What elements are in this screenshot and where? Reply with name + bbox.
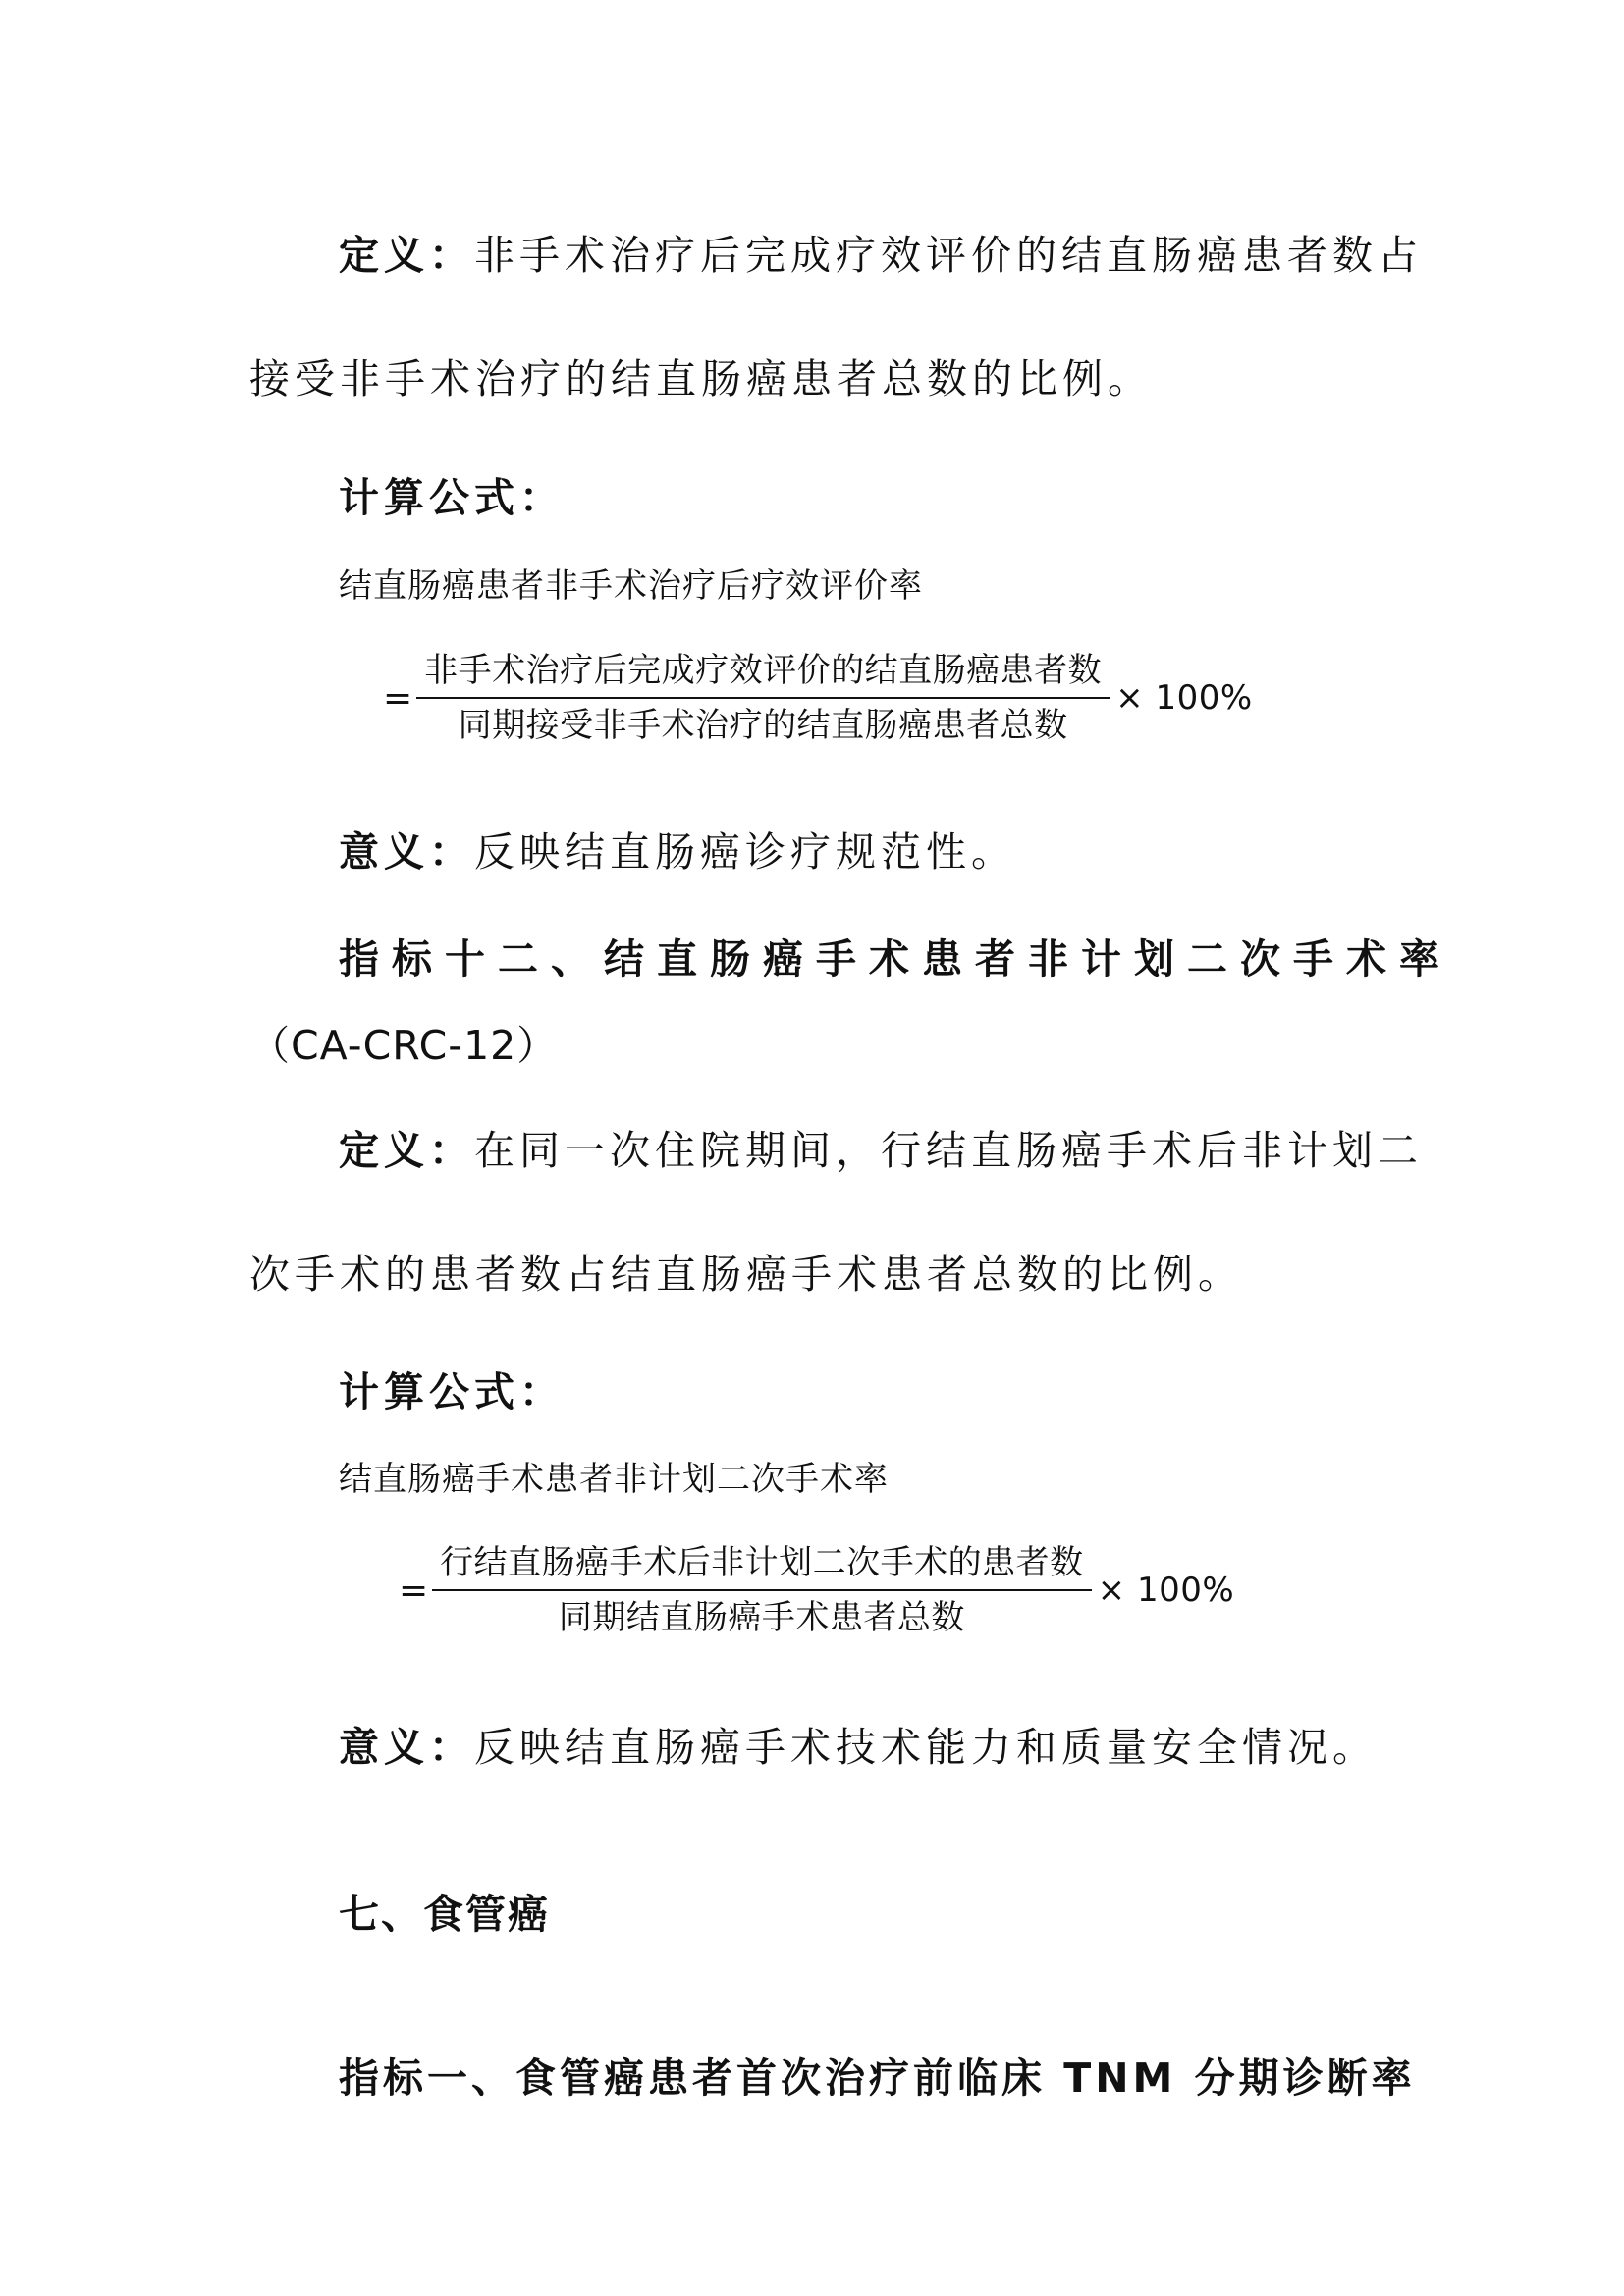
formula-label-2: 计算公式：	[339, 1368, 565, 1415]
fraction	[432, 1543, 1092, 1637]
definition-paragraph-1	[339, 232, 1423, 279]
indicator-heading-12: 指标十二、结直肠癌手术患者非计划二次手术率	[339, 935, 1452, 983]
meaning-label: 意义：	[339, 1724, 474, 1771]
meaning-text: 反映结直肠癌手术技术能力和质量安全情况。	[474, 1724, 1378, 1771]
formula-label-1: 计算公式：	[339, 474, 565, 521]
equals-sign: =	[399, 1570, 429, 1611]
formula-2	[399, 1543, 1235, 1637]
fraction	[416, 651, 1110, 745]
meaning-paragraph-1	[339, 828, 1016, 876]
numerator: 非手术治疗后完成疗效评价的结直肠癌患者数	[424, 651, 1103, 690]
meaning-text: 反映结直肠癌诊疗规范性。	[474, 828, 1016, 876]
indicator-code: （CA-CRC-12）	[249, 1022, 559, 1069]
multiplier: × 100%	[1115, 678, 1253, 718]
definition-label: 定义：	[339, 232, 474, 279]
meaning-label: 意义：	[339, 828, 474, 876]
formula-1	[383, 651, 1253, 745]
definition-text-cont: 接受非手术治疗的结直肠癌患者总数的比例。	[249, 355, 1153, 402]
definition-text-cont: 次手术的患者数占结直肠癌手术患者总数的比例。	[249, 1251, 1243, 1298]
formula-title-2: 结直肠癌手术患者非计划二次手术率	[339, 1460, 889, 1499]
definition-paragraph-2-cont	[249, 1251, 1243, 1298]
section-heading: 七、食管癌	[339, 1891, 550, 1938]
indicator-heading-1: 指标一、食管癌患者首次治疗前临床 TNM 分期诊断率	[339, 2055, 1416, 2102]
fraction-bar	[432, 1589, 1092, 1591]
definition-text: 在同一次住院期间，行结直肠癌手术后非计划二	[474, 1127, 1423, 1174]
definition-paragraph-1-cont	[249, 355, 1153, 402]
definition-text: 非手术治疗后完成疗效评价的结直肠癌患者数占	[474, 232, 1423, 279]
definition-label: 定义：	[339, 1127, 474, 1174]
formula-title-1: 结直肠癌患者非手术治疗后疗效评价率	[339, 566, 923, 606]
fraction-bar	[416, 697, 1110, 699]
denominator: 同期结直肠癌手术患者总数	[558, 1598, 965, 1637]
meaning-paragraph-2	[339, 1724, 1378, 1771]
multiplier: × 100%	[1097, 1571, 1235, 1610]
denominator: 同期接受非手术治疗的结直肠癌患者总数	[458, 706, 1068, 745]
numerator: 行结直肠癌手术后非计划二次手术的患者数	[440, 1543, 1084, 1582]
equals-sign: =	[383, 677, 413, 719]
definition-paragraph-2	[339, 1127, 1423, 1174]
